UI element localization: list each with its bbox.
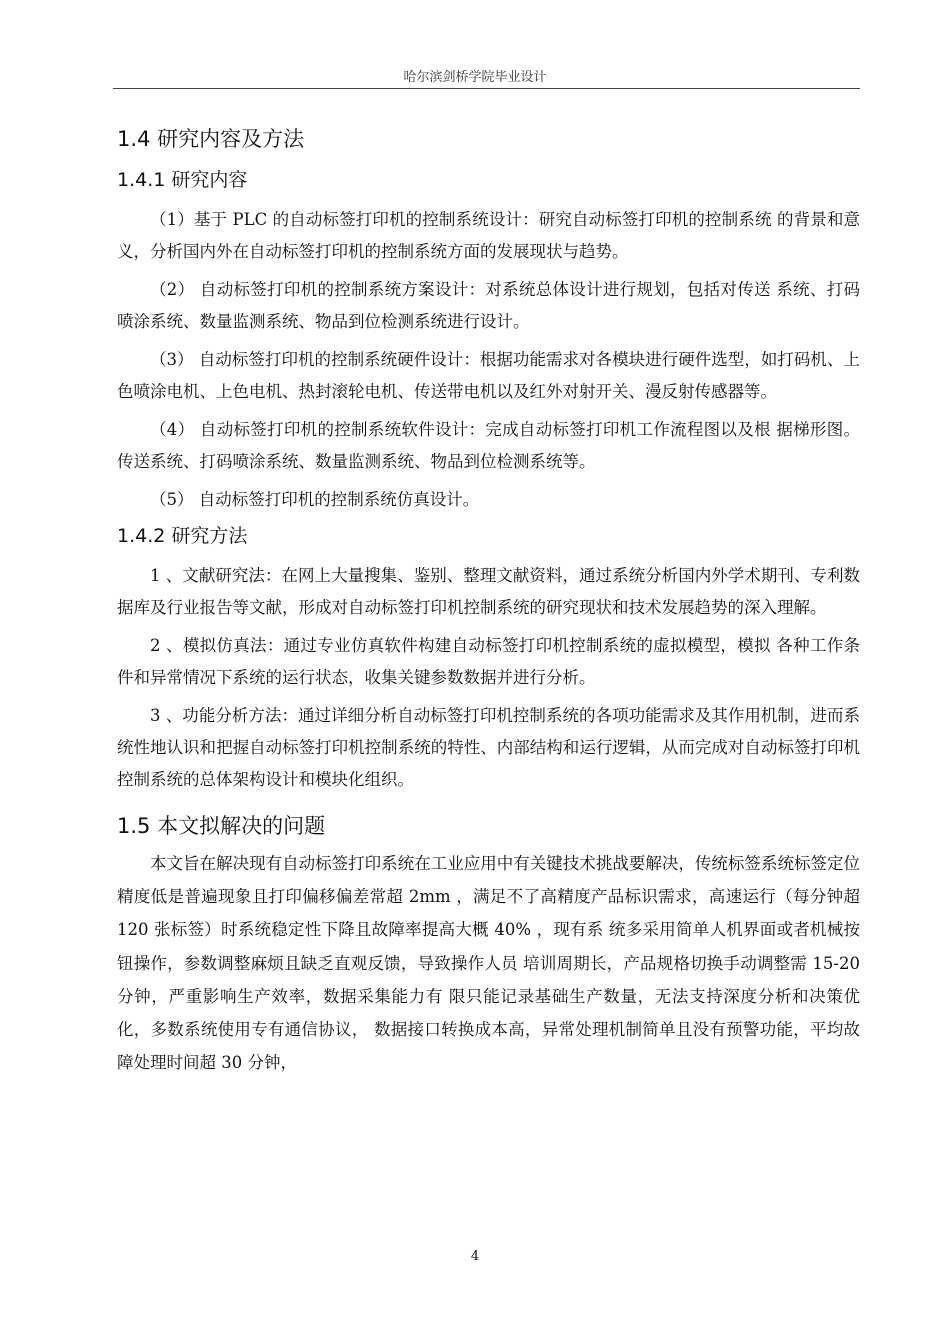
research-content-item-5: （5） 自动标签打印机的控制系统仿真设计。	[150, 490, 480, 509]
research-method-item-2: 2 、模拟仿真法：通过专业仿真软件构建自动标签打印机控制系统的虚拟模型，模拟 各种工作条件和异常情况下系统的运行状态，收集关键参数数据并进行分析。	[117, 636, 860, 687]
research-content-item-4: （4） 自动标签打印机的控制系统软件设计：完成自动标签打印机工作流程图以及根 据梯形图。传送系统、打码喷涂系统、数量监测系统、物品到位检测系统等。	[117, 420, 860, 471]
section-heading-1-4-2: 1.4.2 研究方法	[117, 525, 248, 547]
section-heading-1-5: 1.5 本文拟解决的问题	[117, 814, 326, 838]
page-number: 4	[470, 1249, 480, 1264]
page-header: 哈尔滨剑桥学院毕业设计	[403, 70, 547, 85]
research-content-item-3: （3） 自动标签打印机的控制系统硬件设计：根据功能需求对各模块进行硬件选型，如打码机、上色喷涂电机、上色电机、热封滚轮电机、传送带电机以及红外对射开关、漫反射传感器等。	[117, 350, 860, 401]
research-content-item-2: （2） 自动标签打印机的控制系统方案设计：对系统总体设计进行规划，包括对传送 系统、打码喷涂系统、数量监测系统、物品到位检测系统进行设计。	[117, 280, 860, 331]
section-heading-1-4: 1.4 研究内容及方法	[117, 127, 305, 151]
header-divider	[113, 88, 860, 89]
section-heading-1-4-1: 1.4.1 研究内容	[117, 169, 248, 191]
research-method-item-1: 1 、文献研究法：在网上大量搜集、鉴别、整理文献资料，通过系统分析国内外学术期刊、专利数据库及行业报告等文献，形成对自动标签打印机控制系统的研究现状和技术发展趋势的深入理解。	[117, 566, 860, 617]
problem-statement	[117, 847, 860, 1079]
page-content	[117, 118, 860, 1079]
research-content-item-1: （1）基于 PLC 的自动标签打印机的控制系统设计：研究自动标签打印机的控制系统 的背景和意义，分析国内外在自动标签打印机的控制系统方面的发展现状与趋势。	[117, 210, 860, 261]
research-method-item-3: 3 、功能分析方法：通过详细分析自动标签打印机控制系统的各项功能需求及其作用机制，进而系统性地认识和把握自动标签打印机控制系统的特性、内部结构和运行逻辑，从而完成对自动标签打印机控制系统的总体架构设计和模块化组织。	[117, 706, 860, 789]
problem-paragraph: 本文旨在解决现有自动标签打印系统在工业应用中有关键技术挑战要解决，传统标签系统标签定位精度低是普遍现象且打印偏移偏差常超 2mm ，满足不了高精度产品标识需求，高速运行（每分钟超 120 张标签）时系统稳定性下降且故障率提高大概 40% ，现有系 统多采用简单人机界面或者机械按钮操作，参数调整麻烦且缺乏直观反馈，导致操作人员 培训周期长，产品规格切换手动调整需 15-20 分钟，严重影响生产效率，数据采集能力有 限只能记录基础生产数量，无法支持深度分析和决策优化，多数系统使用专有通信协议， 数据接口转换成本高，异常处理机制简单且没有预警功能，平均故障处理时间超 30 分钟，	[117, 854, 860, 1073]
